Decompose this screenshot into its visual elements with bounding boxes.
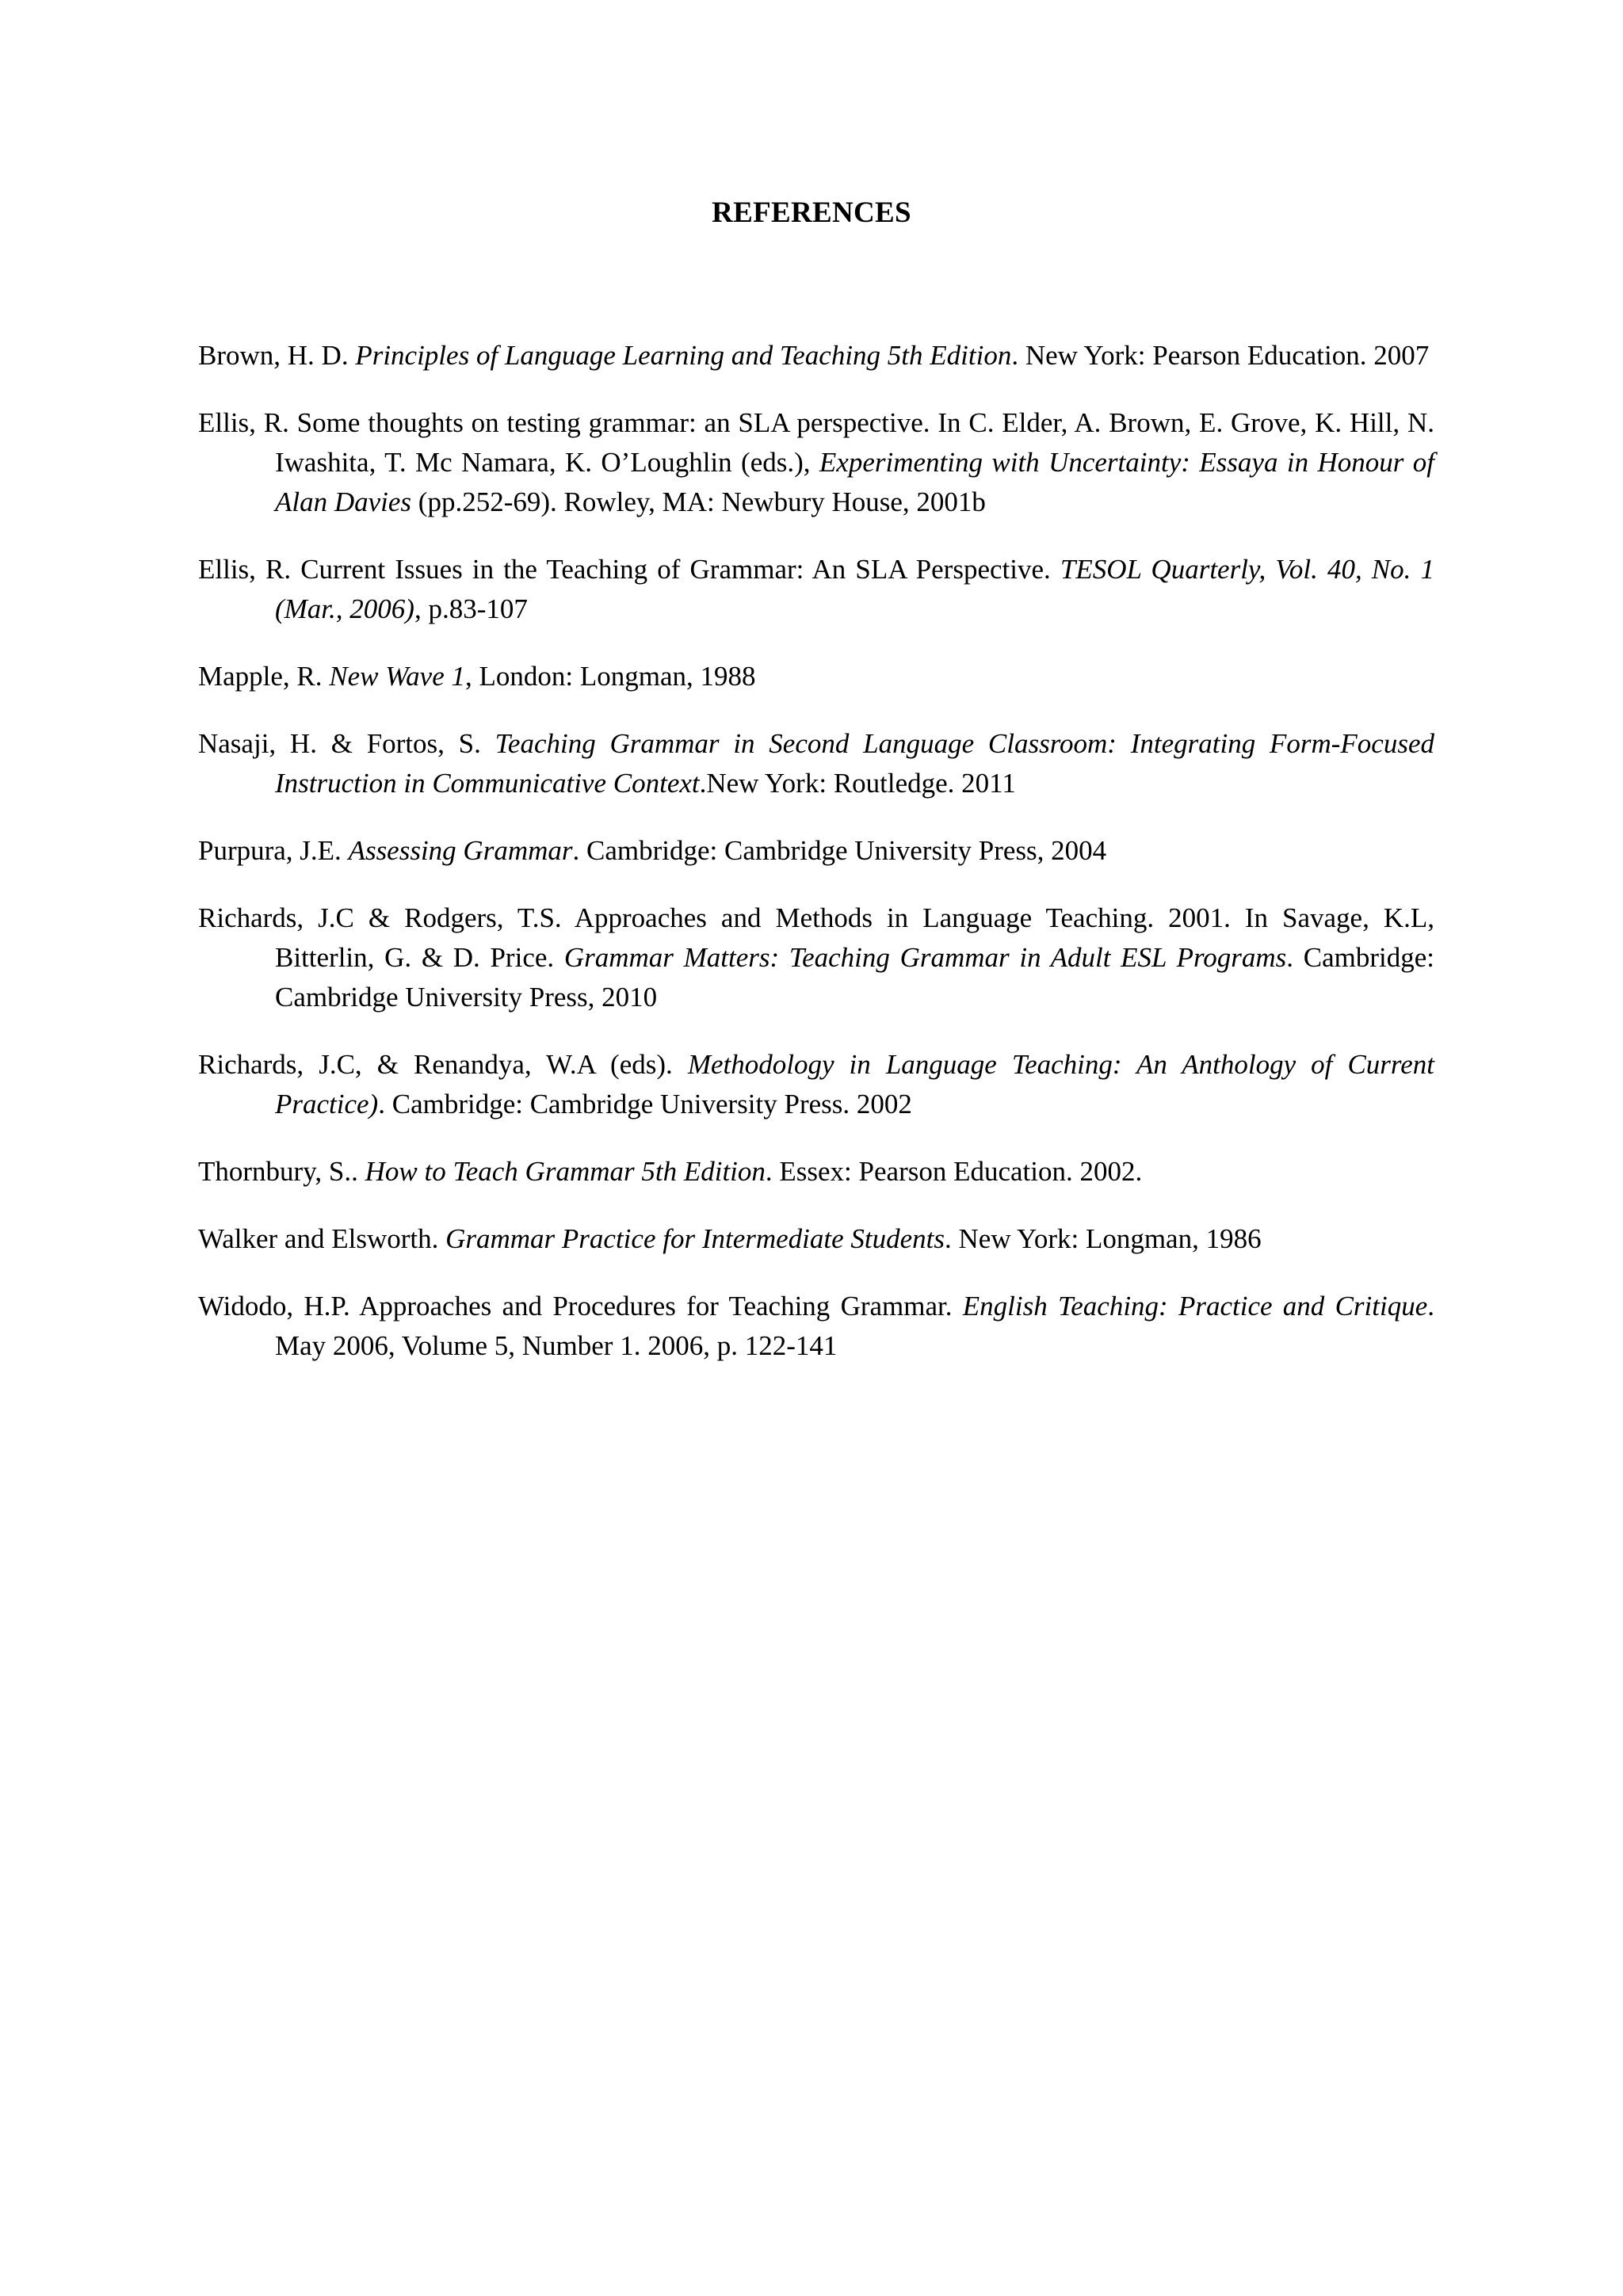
reference-list (198, 336, 1434, 1394)
reference-text: , p.83-107 (414, 593, 528, 624)
reference-title: How to Teach Grammar 5th Edition (365, 1156, 766, 1187)
reference-text: . Cambridge: Cambridge University Press. 2002 (378, 1089, 912, 1119)
reference-entry (198, 657, 1434, 696)
reference-text: . Cambridge: Cambridge University Press, 2004 (572, 835, 1107, 866)
reference-text: Purpura, J.E. (198, 835, 349, 866)
reference-text: Brown, H. D. (198, 340, 356, 371)
reference-text: Richards, J.C & Rodgers, T.S. Approaches and Methods in Language Teaching. 2001. In Savage, K.L, Bitterlin, G. & D. Price. (198, 902, 1434, 973)
reference-text: . May 2006, Volume 5, Number 1. 2006, p. 122-141 (275, 1291, 1434, 1361)
reference-text: Walker and Elsworth. (198, 1223, 446, 1254)
reference-entry (198, 724, 1434, 803)
reference-text: . New York: Pearson Education. 2007 (1011, 340, 1430, 371)
reference-title: New Wave 1 (329, 661, 466, 692)
reference-text: .New York: Routledge. 2011 (699, 768, 1016, 799)
reference-text: Mapple, R. (198, 661, 330, 692)
reference-entry (198, 403, 1434, 522)
reference-text: Widodo, H.P. Approaches and Procedures for Teaching Grammar. (198, 1291, 963, 1322)
reference-entry (198, 1152, 1434, 1192)
reference-text: Nasaji, H. & Fortos, S. (198, 728, 495, 759)
reference-entry (198, 831, 1434, 871)
reference-text: Ellis, R. Current Issues in the Teaching of Grammar: An SLA Perspective. (198, 554, 1060, 585)
reference-entry (198, 1287, 1434, 1366)
reference-title: Grammar Matters: Teaching Grammar in Adult ESL Programs (563, 942, 1287, 973)
reference-entry (198, 1045, 1434, 1124)
reference-text: . New York: Longman, 1986 (945, 1223, 1262, 1254)
reference-title: TESOL Quarterly, Vol. 40, No. 1 (Mar., 2006) (275, 554, 1434, 624)
reference-entry (198, 336, 1434, 376)
reference-text: Thornbury, S.. (198, 1156, 365, 1187)
reference-title: English Teaching: Practice and Critique (962, 1291, 1428, 1322)
references-heading: REFERENCES (712, 196, 911, 229)
reference-entry (198, 898, 1434, 1017)
reference-entry (198, 1219, 1434, 1259)
reference-title: Assessing Grammar (348, 835, 573, 866)
reference-entry (198, 550, 1434, 629)
reference-title: Grammar Practice for Intermediate Students (445, 1223, 945, 1254)
reference-title: Teaching Grammar in Second Language Classroom: Integrating Form-Focused Instruction in Communicative Context (275, 728, 1434, 799)
reference-text: , London: Longman, 1988 (465, 661, 756, 692)
reference-text: (pp.252-69). Rowley, MA: Newbury House, 2001b (411, 486, 986, 517)
reference-title: Principles of Language Learning and Teaching 5th Edition (355, 340, 1012, 371)
reference-text: Richards, J.C, & Renandya, W.A (eds). (198, 1049, 688, 1080)
reference-title: Experimenting with Uncertainty: Essaya in Honour of Alan Davies (275, 447, 1434, 517)
reference-text: . Cambridge: Cambridge University Press, 2010 (275, 942, 1434, 1013)
reference-text: Ellis, R. Some thoughts on testing grammar: an SLA perspective. In C. Elder, A. Brown, E. Grove, K. Hill, N. Iwashita, T. Mc Namara, K. O’Loughlin (eds.), (198, 407, 1434, 478)
reference-title: Methodology in Language Teaching: An Anthology of Current Practice) (275, 1049, 1434, 1119)
reference-text: . Essex: Pearson Education. 2002. (765, 1156, 1143, 1187)
